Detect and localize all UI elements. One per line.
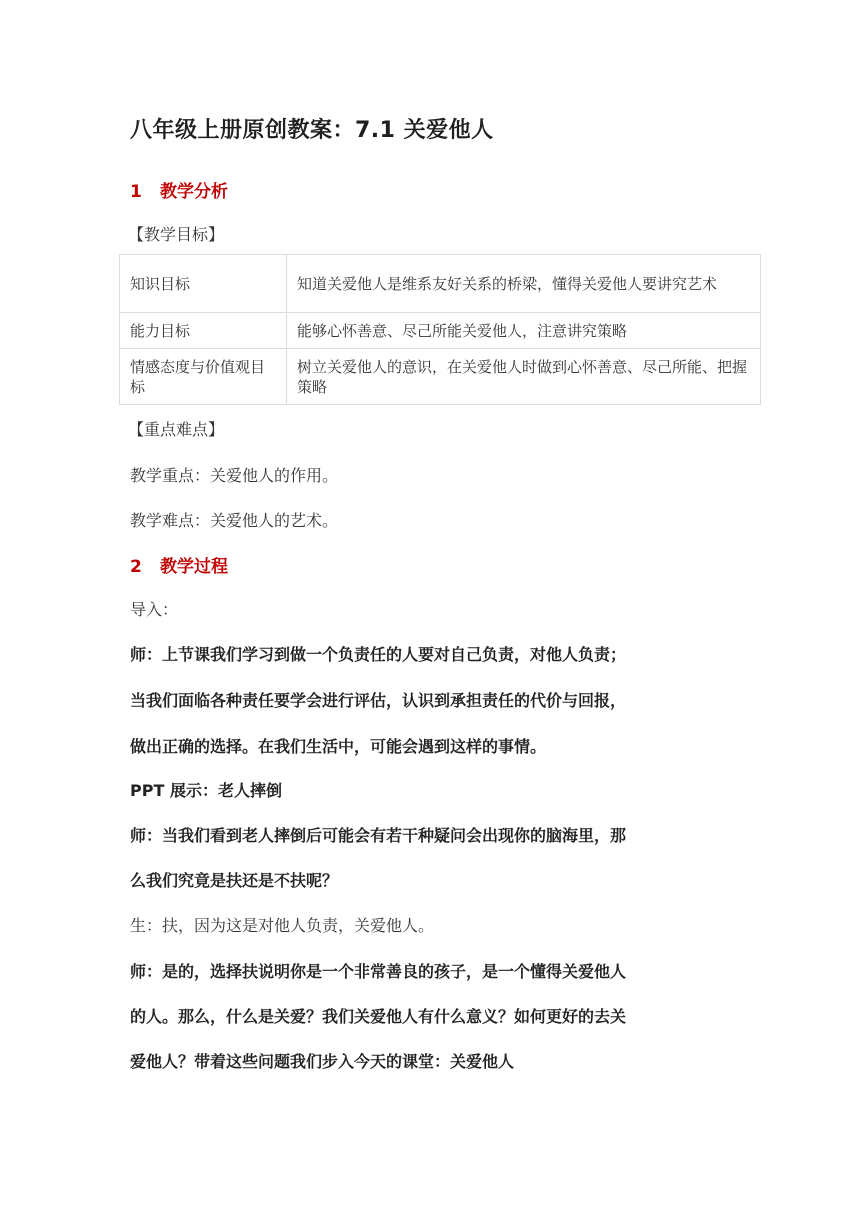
goals-label: 【教学目标】 [128, 225, 225, 244]
goal-name-cell: 知识目标 [120, 255, 287, 313]
section-heading-process [130, 552, 228, 577]
section-heading-analysis [130, 177, 228, 202]
key-points-label: 【重点难点】 [128, 420, 225, 439]
goal-name-cell: 情感态度与价值观目标 [120, 349, 287, 405]
teacher-paragraph-line: 当我们面临各种责任要学会进行评估，认识到承担责任的代价与回报， [130, 691, 627, 710]
teacher-paragraph-line: 的人。那么，什么是关爱？我们关爱他人有什么意义？如何更好的去关 [130, 1007, 627, 1026]
section-number: 1 [130, 182, 142, 202]
document-title: 八年级上册原创教案：7.1 关爱他人 [130, 118, 494, 143]
teacher-paragraph-line: 么我们究竟是扶还是不扶呢？ [130, 871, 339, 890]
student-line: 生：扶，因为这是对他人负责，关爱他人。 [130, 916, 435, 935]
key-point-text: 教学重点：关爱他人的作用。 [130, 466, 339, 485]
teacher-paragraph-line: 师：上节课我们学习到做一个负责任的人要对自己负责，对他人负责； [130, 645, 627, 664]
section-title: 教学分析 [160, 182, 228, 202]
goal-desc-cell: 能够心怀善意、尽己所能关爱他人，注意讲究策略 [287, 313, 761, 349]
table-row [120, 349, 761, 405]
goals-table [119, 254, 761, 405]
teacher-paragraph-line: 师：是的，选择扶说明你是一个非常善良的孩子，是一个懂得关爱他人 [130, 962, 627, 981]
section-number: 2 [130, 557, 142, 577]
table-row [120, 255, 761, 313]
goal-desc-cell: 知道关爱他人是维系友好关系的桥梁，懂得关爱他人要讲究艺术 [287, 255, 761, 313]
difficult-point-text: 教学难点：关爱他人的艺术。 [130, 511, 339, 530]
goal-desc-cell: 树立关爱他人的意识，在关爱他人时做到心怀善意、尽己所能、把握策略 [287, 349, 761, 405]
teacher-paragraph-line: 师：当我们看到老人摔倒后可能会有若干种疑问会出现你的脑海里，那 [130, 826, 627, 845]
ppt-line: PPT 展示：老人摔倒 [130, 781, 282, 800]
intro-label: 导入： [130, 600, 179, 619]
section-title: 教学过程 [160, 557, 228, 577]
goal-name-cell: 能力目标 [120, 313, 287, 349]
teacher-paragraph-line: 做出正确的选择。在我们生活中，可能会遇到这样的事情。 [130, 737, 547, 756]
teacher-paragraph-line: 爱他人？带着这些问题我们步入今天的课堂：关爱他人 [130, 1052, 515, 1071]
table-row [120, 313, 761, 349]
